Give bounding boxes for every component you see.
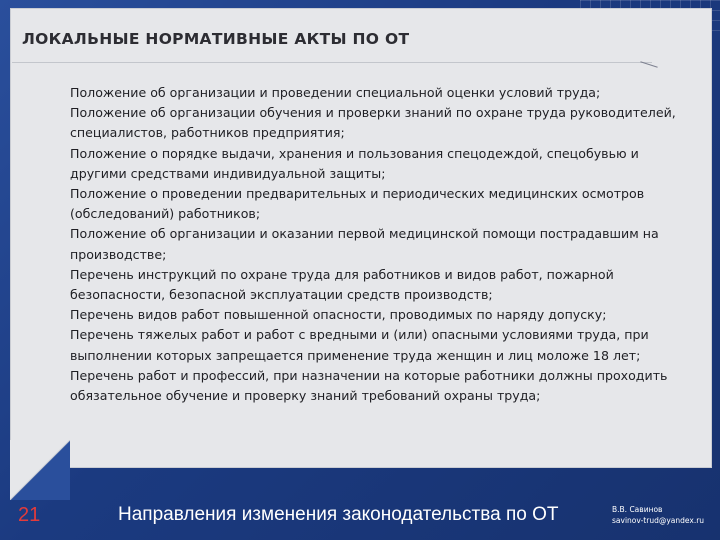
title-divider bbox=[12, 62, 652, 63]
list-item: Положение о порядке выдачи, хранения и пользования спецодеждой, спецобувью и другими средствами индивидуальной защиты; bbox=[70, 145, 639, 181]
page-curl-decoration bbox=[10, 440, 70, 500]
author-name: В.В. Савинов bbox=[612, 505, 663, 514]
author-email: savinov-trud@yandex.ru bbox=[612, 516, 705, 525]
document-list bbox=[60, 83, 694, 406]
list-item: Положение об организации обучения и проверки знаний по охране труда руководителей, специалистов, работников предприятия; bbox=[70, 105, 676, 141]
list-item: Перечень тяжелых работ и работ с вредными и (или) опасными условиями труда, при выполнении которых запрещается применение труда женщин и лиц моложе 18 лет; bbox=[70, 327, 649, 363]
list-item: Положение об организации и проведении специальной оценки условий труда; bbox=[70, 85, 601, 100]
list-item: Положение о проведении предварительных и периодических медицинских осмотров (обследований) работников; bbox=[70, 186, 645, 222]
list-item: Перечень видов работ повышенной опасности, проводимых по наряду допуску; bbox=[70, 307, 607, 323]
list-item: Перечень работ и профессий, при назначении на которые работники должны проходить обязательное обучение и проверку знаний требований охраны труда; bbox=[70, 367, 668, 404]
list-item: Положение об организации и оказании первой медицинской помощи пострадавшим на производстве; bbox=[70, 226, 659, 262]
author-block bbox=[612, 504, 716, 526]
page-number: 21 bbox=[18, 504, 41, 526]
presentation-title: Направления изменения законодательства по ОТ bbox=[118, 504, 559, 525]
list-item: Перечень инструкций по охране труда для работников и видов работ, пожарной безопасности, безопасной эксплуатации средств производств; bbox=[70, 266, 614, 303]
slide-title: ЛОКАЛЬНЫЕ НОРМАТИВНЫЕ АКТЫ ПО ОТ bbox=[22, 30, 410, 48]
